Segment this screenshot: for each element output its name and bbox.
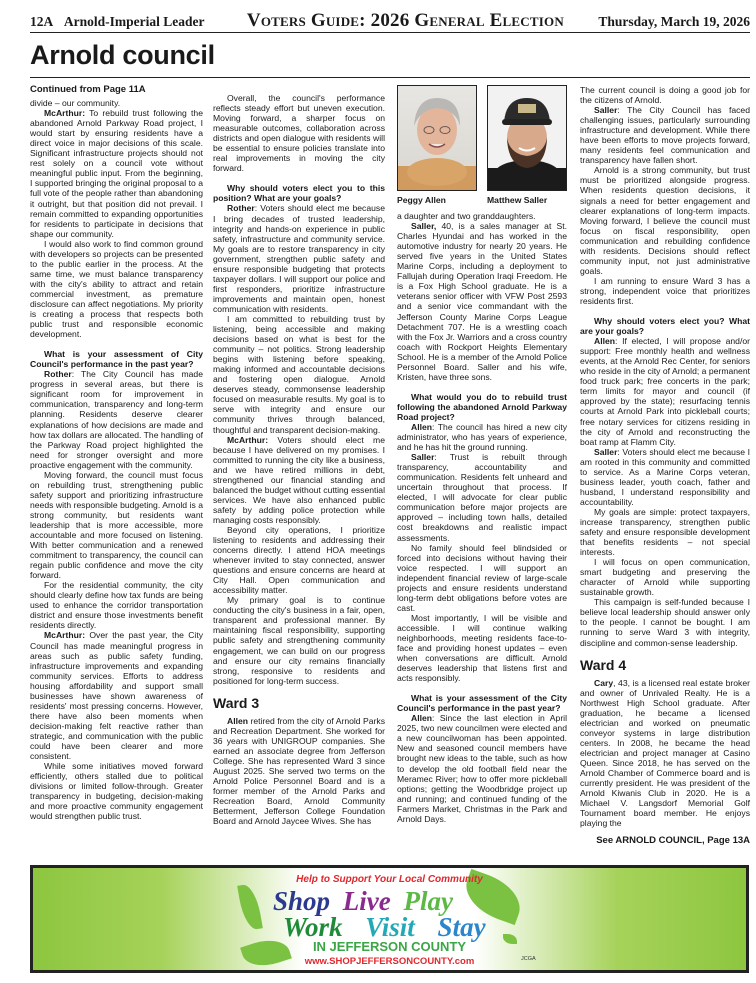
question-heading: Why should voters elect you to this position? What are your goals? (213, 183, 385, 204)
article-column-2 (213, 93, 385, 826)
continued-from: Continued from Page 11A (30, 84, 146, 95)
paragraph: Beyond city operations, I prioritize listening to residents and addressing their concerns directly. I attend HOA meetings whenever invited to stay connected, answer questions and ensure concerns are heard at City Hall. Open communication and accessibility matter. (213, 524, 385, 596)
ad-word-stay: Stay (437, 912, 486, 942)
paragraph: This campaign is self-funded because I believe local leadership should answer only to the people. I cannot be bought. I am running to serve Ward 3 with integrity, discipline and common-sense leadership. (580, 597, 750, 648)
paragraph: While some initiatives moved forward efficiently, others stalled due to political divisions or limited follow-through. Greater transparency in budgeting, decision-making and more proactive community engagement would strengthen public trust. (30, 761, 203, 822)
paragraph: Arnold is a strong community, but trust must be prioritized alongside progress. When residents question decisions, it signals a need for better engagement and clearer explanations of long-term impacts. Moving forward, I believe the council must focus on fiscal responsibility, open communication and rebuilding confidence with residents. Decisions should reflect community input, not just administrative goals. (580, 165, 750, 276)
paragraph: Saller: Trust is rebuilt through transparency, accountability and communication. Residents felt unheard and uncertain throughout that process. If elected, I will advocate for clear public communication before major projects are approved – including town halls, detailed cost breakdowns and realistic impact assessments. (397, 452, 567, 543)
paragraph: McArthur: To rebuild trust following the abandoned Arnold Parkway Road project, I would start by ensuring residents have a direct voice in major decisions of this scale. Significant infrastructure projects should not rest solely on a council vote without meaningful public input. From the beginning, I supported bringing the original proposal to a full vote of the people rather than abandoning it outright, but that position did not prevail. I remain committed to expanding opportunities for residents to participate in decisions that shape our community. (30, 108, 203, 239)
ad-tagline: Help to Support Your Local Community (296, 874, 483, 885)
masthead (30, 10, 750, 33)
ad-word-work: Work (283, 912, 343, 942)
ad-county: IN JEFFERSON COUNTY (312, 939, 467, 954)
speaker-name: Saller, (411, 221, 437, 232)
candidate-photo-allen (397, 85, 477, 205)
speaker-name: Allen (227, 715, 249, 726)
advertisement-banner[interactable] (30, 865, 749, 973)
speaker-name: Cary (594, 677, 614, 688)
ad-word-play: Play (403, 886, 453, 916)
paragraph: Allen retired from the city of Arnold Parks and Recreation Department. She worked for 36 years with UNIGROUP companies. She earned an associate degree from Jefferson College. She has represented Ward 3 since August 2025. She served two terms on the Arnold Police Personnel Board and is a former member of the Arnold Parks and Recreation Board, Arnold Community Betterment, Jefferson College Foundation Board and Arnold Jaycee Wives. She has (213, 715, 385, 827)
paper-name: Arnold-Imperial Leader (63, 14, 205, 29)
paragraph: Saller, 40, is a sales manager at St. Charles Hyundai and has worked in the automotive industry for nearly 20 years. He served five years in the United States Marine Corps, including a deployment to Fallujah during Operation Iraqi Freedom. He is a Fox High School graduate. He is a veterans senior officer with VFW Post 2593 and a senior vice commandant with the Jefferson County Marine Corps League Detachment 707. He is a wrestling coach with the Fox Jr. Warriors and a cross country coach with Rockport Heights Elementary School. He is a member of the Arnold Police Personnel Board. Saller and his wife, Kristen, have three sons. (397, 221, 567, 382)
speaker-name: McArthur: (227, 434, 269, 445)
paragraph: McArthur: Voters should elect me because I have delivered on my promises. I committed to running the city like a business, and we have retired millions in debt, strengthened our financial standing and balanced the budget without cutting essential services. We have also enhanced public safety by adding police protection while managing costs responsibly. (213, 434, 385, 525)
photo-caption: Peggy Allen (397, 195, 446, 205)
speaker-name: McArthur: (44, 108, 86, 119)
paragraph: Overall, the council's performance reflects steady effort but uneven execution. Moving forward, a sharper focus on measurable outcomes, collaboration across districts and open dialogue with residents will be essential to ensure policies translate into real improvements in moving the city forward. (213, 93, 385, 174)
speaker-name: Allen (594, 336, 616, 347)
paragraph: For the residential community, the city should clearly define how tax funds are being used to enhance the corridor transportation district and ensure those investments benefit residents directly. (30, 580, 203, 631)
section-title: Voters Guide: 2026 General Election (246, 10, 564, 31)
paragraph: Allen: The council has hired a new city administrator, who has years of experience, and he has hit the ground running. (397, 421, 567, 453)
page-number: 12A (30, 14, 54, 29)
paragraph: I am running to ensure Ward 3 has a strong, independent voice that prioritizes residents first. (580, 275, 750, 306)
speaker-name: Saller (594, 105, 618, 116)
ad-word-shop: Shop (273, 886, 331, 916)
ad-url[interactable]: www.SHOPJEFFERSONCOUNTY.com (304, 956, 475, 967)
paragraph: Most importantly, I will be visible and accessible. I will continue walking neighborhoods, meeting residents face-to-face and providing honest updates – even when conversations are difficult. Arnold deserves leadership that listens first and acts responsibly. (397, 612, 567, 684)
question-heading: What is your assessment of City Council's performance in the past year? (30, 349, 203, 370)
article-column-3 (397, 85, 567, 824)
paragraph: I will focus on open communication, smart budgeting and preserving the character of Arnold while supporting sustainable growth. (580, 557, 750, 598)
speaker-name: Saller (594, 446, 618, 457)
article-column-1 (30, 85, 203, 821)
paragraph: The current council is doing a good job for the citizens of Arnold. (580, 85, 750, 106)
paragraph: I would also work to find common ground with developers so projects can be presented to the public earlier in the process. At the same time, we must balance transparency with the city's ability to attract and retain commercial investment, as premature disclosure can affect negotiations. My priority is creating a process that respects both public trust and responsible economic development. (30, 238, 203, 340)
leaf-icon (237, 883, 263, 931)
paragraph: My goals are simple: protect taxpayers, increase transparency, strengthen public safety and ensure responsible development that benefits residents – not special interests. (580, 506, 750, 558)
ad-badge: JCGA (521, 956, 536, 962)
question-heading: Why should voters elect you? What are your goals? (580, 316, 750, 337)
speaker-name: McArthur: (44, 630, 86, 641)
paragraph: McArthur: Over the past year, the City Council has made meaningful progress in areas such as public safety funding, infrastructure improvements and expanding community services. Efforts to address housing affordability and support small businesses have shown awareness of residents' most pressing concerns. However, there have also been moments when decision-making felt reactive rather than strategic, and communication with the public could have been clearer and more consistent. (30, 630, 203, 762)
candidate-photos (397, 85, 567, 205)
paragraph: Moving forward, the council must focus on rebuilding trust, strengthening public safety support and prioritizing infrastructure needs with responsible budgeting. Arnold is a strong community, but residents want leadership that is more accessible, more accountable and more focused on listening. With better communication and a renewed commitment to transparency, the council can regain public confidence and move the city forward. (30, 469, 203, 581)
issue-date: Thursday, March 19, 2026 (598, 14, 750, 29)
paragraph: Allen: Since the last election in April 2025, two new councilmen were elected and a new councilwoman has been appointed. New and seasoned council members have brought new ideas to the table, such as how to develop the old football field near the Meramec River; how to offer more pickleball options; getting the Woodbridge project up and running; and continued funding of the Farmers Market, Christmas in the Park and Arnold Days. (397, 713, 567, 824)
ad-word-live: Live (342, 886, 391, 916)
page-headline: Arnold council (30, 40, 215, 70)
speaker-name: Saller (411, 452, 435, 463)
paragraph: Allen: If elected, I will propose and/or support: Free monthly health and wellness events, at the Arnold Rec Center, for seniors who reside in the city of Arnold; a permanent food truck park; free concerts in the park; term limits for mayor and council (if approved by the state); resurfacing tennis courts at Arnold Park into pickleball courts; free notary services for citizens residing in the city of Arnold and reconstructing the boat ramp at Flamm City. (580, 336, 750, 447)
headline-rule (30, 77, 750, 78)
paragraph: I am committed to rebuilding trust by listening, being accessible and making decisions based on what is best for the community – not politics. Strong leadership begins with listening before speaking, making informed and accountable decisions and fostering open dialogue. Arnold deserves steady, commonsense leadership focused on measurable results. My goal is to serve with integrity and ensure our community thrives through balanced, thoughtful and transparent decision-making. (213, 313, 385, 435)
paragraph: Rother: The City Council has made progress in several areas, but there is significant room for improvement in communication, transparency and long-term planning. Residents deserve clearer explanations of how decisions are made and how tax dollars are allocated. The handling of the Parkway Road project highlighted the need for stronger oversight and more proactive engagement with the community. (30, 369, 203, 470)
speaker-name: Rother (44, 369, 72, 380)
portrait-image (487, 85, 567, 191)
speaker-name: Allen (411, 421, 433, 432)
ward-heading: Ward 3 (213, 694, 260, 711)
continued-on-link[interactable]: See ARNOLD COUNCIL, Page 13A (596, 835, 750, 847)
paragraph: divide – our community. (30, 98, 121, 109)
speaker-name: Allen (411, 713, 433, 724)
portrait-man-icon (488, 86, 566, 190)
question-heading: What would you do to rebuild trust following the abandoned Arnold Parkway Road project? (397, 391, 567, 422)
ad-word-visit: Visit (365, 912, 415, 942)
paragraph: Saller: Voters should elect me because I am rooted in this community and committed to service. As a Marine Corps veteran, business leader, youth coach, father and husband, I understand responsibility and accountability. (580, 446, 750, 507)
portrait-woman-icon (398, 86, 476, 190)
paragraph: My primary goal is to continue conducting the city's business in a fair, open, transparent and professional manner. By maintaining fiscal responsibility, supporting public safety and strengthening community engagement, we can build on our progress and ensure our city remains financially strong, responsive to residents and positioned for long-term success. (213, 595, 385, 686)
candidate-photo-saller (487, 85, 567, 205)
question-heading: What is your assessment of the City Council's performance in the past year? (397, 693, 567, 714)
paragraph: Cary, 43, is a licensed real estate broker and owner of Unrivaled Realty. He is a Northwest High School graduate. After graduation, he became a licensed electrician and worked on pneumatic conveyor systems in large distribution centers. In 2008, he became the head electrician and project manager at Casino Queen. Since 2018, he has served on the Arnold Chamber of Commerce board and is currently president. He was president of the Arnold Kiwanis Club in 2020. He is a Michael V. Langsdorf Memorial Golf Tournament board member. He enjoys playing the (580, 677, 750, 829)
paragraph: No family should feel blindsided or forced into decisions without having their voice respected. I will support an independent financial review of large-scale projects and ensure residents understand long-term debt obligations before votes are cast. (397, 542, 567, 613)
ward-heading: Ward 4 (580, 656, 627, 673)
paragraph: Saller: The City Council has faced challenging issues, particularly surrounding infrastructure and development. While there have been efforts to move projects forward, many residents feel communication and transparency have fallen short. (580, 105, 750, 166)
photo-caption: Matthew Saller (487, 195, 548, 205)
speaker-name: Rother (227, 203, 255, 214)
article-column-4 (580, 85, 750, 846)
paragraph: a daughter and two granddaughters. (397, 211, 536, 222)
portrait-image (397, 85, 477, 191)
paragraph: Rother: Voters should elect me because I bring decades of trusted leadership, integrity and hands-on experience in public safety, infrastructure and community service. My goals are to restore transparency in city government, strengthen public safety and ensure responsible budgeting that protects taxpayer dollars. I will support our police and first responders, prioritize infrastructure improvements and maintain open, honest communication with residents. (213, 203, 385, 314)
